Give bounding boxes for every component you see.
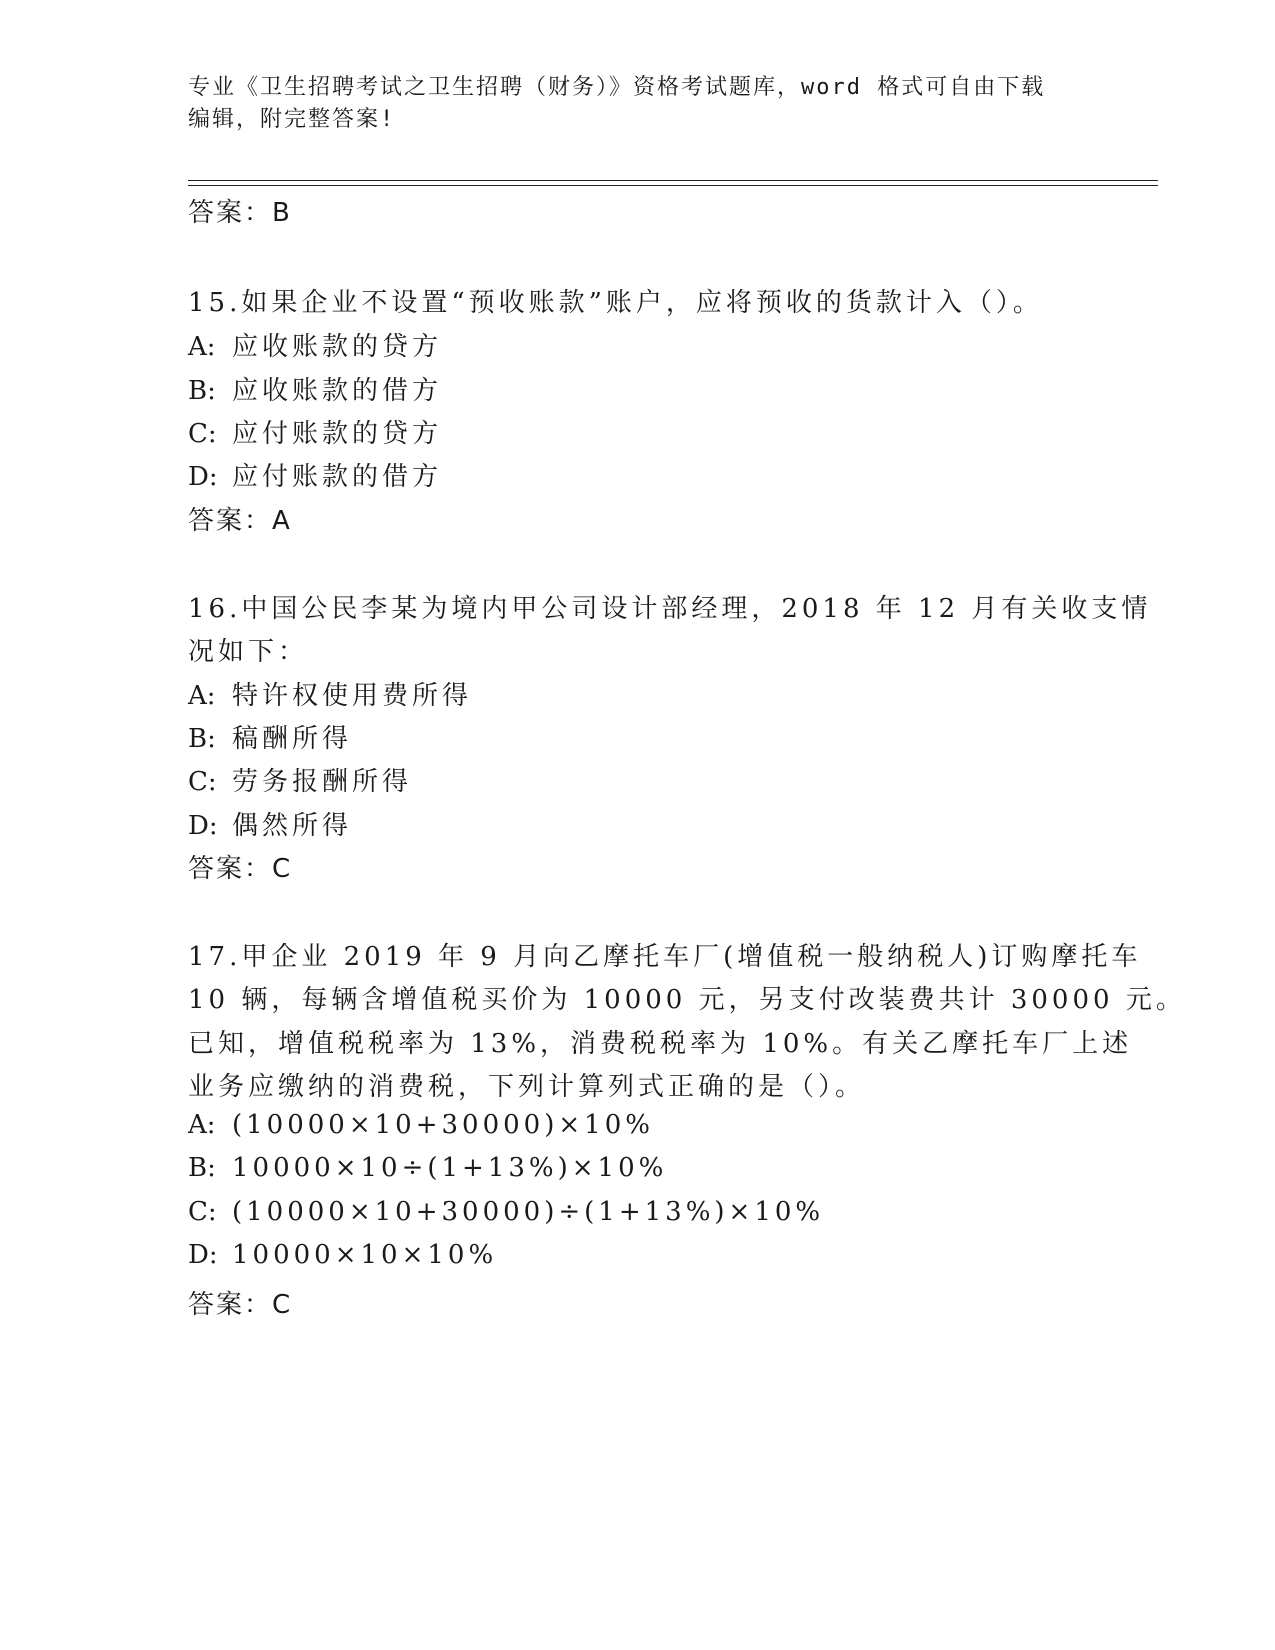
option-text: 劳务报酬所得 [232, 767, 413, 797]
question-text-line-1: 17.甲企业 2019 年 9 月向乙摩托车厂(增值税一般纳税人)订购摩托车 [188, 942, 1142, 972]
header-line-1: 专业《卫生招聘考试之卫生招聘（财务）》资格考试题库，word 格式可自由下载 [188, 75, 1046, 100]
option-letter: D: [188, 811, 218, 841]
answer: 答案：A [188, 506, 292, 536]
option-letter: C: [188, 767, 217, 797]
answer: 答案：C [188, 854, 293, 884]
option-letter: D: [188, 462, 218, 492]
option-letter: B: [188, 724, 216, 754]
option-letter: A: [188, 1110, 216, 1140]
header-divider-bottom [188, 185, 1158, 186]
option-letter: C: [188, 1197, 217, 1227]
option-a [188, 1110, 654, 1140]
option-letter: A: [188, 681, 216, 711]
option-text: 偶然所得 [232, 811, 353, 841]
option-b [188, 718, 352, 755]
option-text: 应收账款的贷方 [232, 332, 443, 362]
option-text: 稿酬所得 [232, 724, 353, 754]
option-letter: A: [188, 332, 216, 362]
question-text-line-3: 已知，增值税税率为 13%，消费税税率为 10%。有关乙摩托车厂上述 [188, 1029, 1133, 1059]
option-a [188, 675, 472, 712]
option-text: 应付账款的贷方 [232, 419, 443, 449]
option-b [188, 370, 442, 407]
option-text: 应收账款的借方 [232, 376, 443, 406]
header-line-2: 编辑，附完整答案! [188, 107, 396, 132]
question-text-line-2: 10 辆，每辆含增值税买价为 10000 元，另支付改装费共计 30000 元。 [188, 985, 1186, 1015]
option-text: (10000×10+30000)×10% [232, 1110, 654, 1140]
option-letter: C: [188, 419, 217, 449]
option-c [188, 1197, 824, 1227]
option-b [188, 1153, 667, 1183]
question-text-line-1: 16.中国公民李某为境内甲公司设计部经理，2018 年 12 月有关收支情 [188, 594, 1152, 624]
option-c [188, 413, 442, 450]
option-letter: B: [188, 1153, 216, 1183]
header-divider-top [188, 180, 1158, 181]
answer-prev: 答案：B [188, 198, 292, 228]
option-text: 特许权使用费所得 [232, 681, 473, 711]
question-text: 15.如果企业不设置“预收账款”账户，应将预收的货款计入（）。 [188, 288, 1043, 318]
option-d [188, 1240, 497, 1270]
question-text-line-2: 况如下： [188, 637, 309, 667]
option-text: 10000×10×10% [232, 1240, 498, 1270]
option-letter: B: [188, 376, 216, 406]
option-letter: D: [188, 1240, 218, 1270]
option-text: 应付账款的借方 [232, 462, 443, 492]
option-c [188, 761, 412, 798]
option-a [188, 326, 442, 363]
option-text: (10000×10+30000)÷(1+13%)×10% [232, 1197, 825, 1227]
question-text-line-4: 业务应缴纳的消费税，下列计算列式正确的是（）。 [188, 1072, 866, 1102]
document-header [188, 72, 1068, 136]
option-text: 10000×10÷(1+13%)×10% [232, 1153, 668, 1183]
option-d [188, 805, 352, 842]
option-d [188, 456, 442, 493]
answer: 答案：C [188, 1290, 293, 1320]
